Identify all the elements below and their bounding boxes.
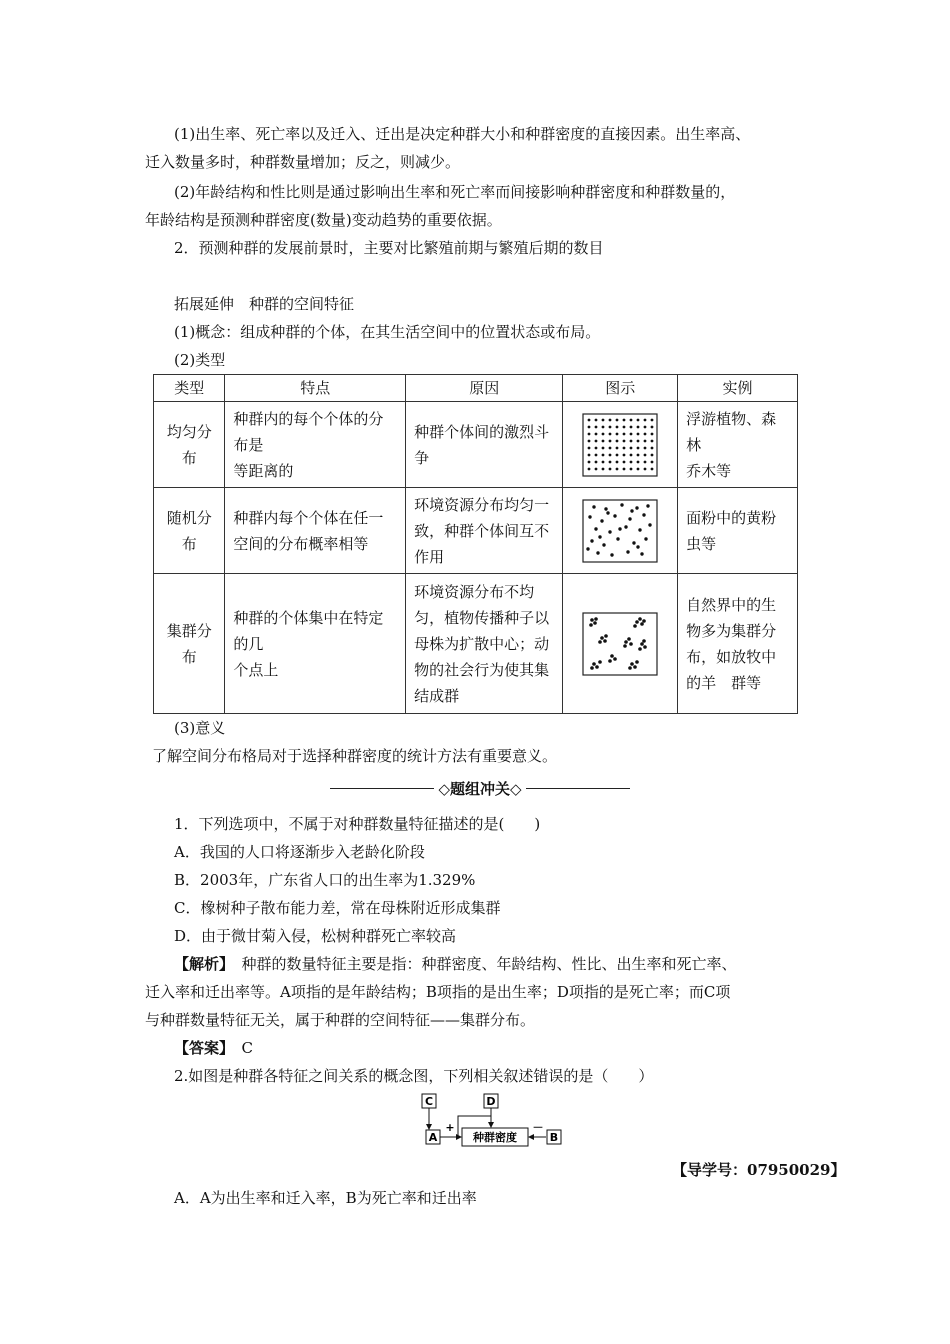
individual-dot [623, 425, 626, 428]
individual-dot [593, 505, 596, 508]
intro-paragraph-1-line-2: 迁入数量多时，种群数量增加；反之，则减少。 [145, 153, 461, 171]
individual-dot [587, 547, 590, 550]
cell-type: 随机分布 [154, 488, 225, 574]
intro-paragraph-3: 2．预测种群的发展前景时，主要对比繁殖前期与繁殖后期的数目 [174, 239, 604, 257]
cell-diagram [563, 488, 678, 574]
individual-dot [644, 439, 647, 442]
individual-dot [595, 425, 598, 428]
q1-option-b: B．2003年，广东省人口的出生率为1.329% [174, 871, 476, 889]
label-minus: － [532, 1121, 544, 1134]
individual-dot [643, 513, 646, 516]
individual-dot [637, 418, 640, 421]
cell-diagram [563, 574, 678, 714]
individual-dot [625, 525, 628, 528]
individual-dot [613, 657, 617, 661]
individual-dot [588, 460, 591, 463]
individual-dot [609, 439, 612, 442]
individual-dot [595, 665, 599, 669]
individual-dot [595, 432, 598, 435]
header-diagram: 图示 [563, 375, 678, 402]
table-row [154, 488, 798, 574]
individual-dot [623, 467, 626, 470]
individual-dot [595, 460, 598, 463]
header-cause: 原因 [406, 375, 563, 402]
individual-dot [644, 432, 647, 435]
individual-dot [633, 541, 636, 544]
cell-type: 均匀分布 [154, 402, 225, 488]
individual-dot [623, 460, 626, 463]
table-header-row [154, 375, 798, 402]
individual-dot [602, 439, 605, 442]
individual-dot [604, 634, 608, 638]
individual-dot [651, 453, 654, 456]
individual-dot [630, 453, 633, 456]
individual-dot [609, 418, 612, 421]
label-center: 种群密度 [473, 1131, 517, 1144]
individual-dot [603, 543, 606, 546]
q1-option-d: D．由于微甘菊入侵，松树种群死亡率较高 [174, 927, 457, 945]
label-a: A [428, 1131, 438, 1144]
individual-dot [647, 504, 650, 507]
individual-dot [609, 446, 612, 449]
individual-dot [589, 623, 593, 627]
cell-cause: 环境资源分布均匀一致，种群个体间互不作用 [406, 488, 563, 574]
individual-dot [595, 439, 598, 442]
individual-dot [608, 659, 612, 663]
individual-dot [617, 537, 620, 540]
individual-dot [642, 619, 646, 623]
label-c: C [424, 1095, 434, 1108]
individual-dot [635, 620, 639, 624]
individual-dot [637, 453, 640, 456]
individual-dot [588, 453, 591, 456]
individual-dot [644, 418, 647, 421]
individual-dot [593, 621, 597, 625]
individual-dot [605, 507, 608, 510]
individual-dot [609, 453, 612, 456]
q1-option-c: C．橡树种子散布能力差，常在母株附近形成集群 [174, 899, 501, 917]
individual-dot [644, 453, 647, 456]
individual-dot [594, 617, 598, 621]
cell-feature: 种群内每个个体在任一空间的分布概率相等 [225, 488, 406, 574]
individual-dot [651, 439, 654, 442]
extension-heading: 拓展延伸 种群的空间特征 [174, 295, 355, 313]
individual-dot [588, 446, 591, 449]
clumped-distribution-icon [582, 612, 658, 676]
cell-example: 自然界中的生物多为集群分布，如放牧中的羊 群等 [678, 574, 798, 714]
individual-dot [627, 637, 631, 641]
q1-analysis-line-2: 迁入率和迁出率等。A项指的是年龄结构；B项指的是出生率；D项指的是死亡率；而C项 [145, 983, 731, 1001]
q2-stem: 2.如图是种群各特征之间关系的概念图，下列相关叙述错误的是（ ） [174, 1067, 654, 1085]
cell-cause: 种群个体间的激烈斗争 [406, 402, 563, 488]
significance-text: 了解空间分布格局对于选择种群密度的统计方法有重要意义。 [152, 747, 558, 765]
individual-dot [637, 425, 640, 428]
uniform-distribution-icon [582, 413, 658, 477]
individual-dot [630, 418, 633, 421]
extension-concept: (1)概念：组成种群的个体，在其生活空间中的位置状态或布局。 [174, 323, 601, 341]
individual-dot [614, 514, 617, 517]
answer-label: 【答案】 [174, 1039, 227, 1057]
individual-dot [609, 530, 612, 533]
random-distribution-icon [582, 499, 658, 563]
individual-dot [637, 467, 640, 470]
individual-dot [630, 446, 633, 449]
individual-dot [640, 622, 644, 626]
label-d: D [486, 1095, 496, 1108]
individual-dot [602, 432, 605, 435]
individual-dot [609, 432, 612, 435]
individual-dot [595, 418, 598, 421]
individual-dot [602, 425, 605, 428]
individual-dot [609, 425, 612, 428]
individual-dot [651, 467, 654, 470]
intro-paragraph-2-line-2: 年龄结构是预测种群密度(数量)变动趋势的重要依据。 [145, 211, 502, 229]
individual-dot [602, 460, 605, 463]
individual-dot [643, 645, 647, 649]
individual-dot [636, 506, 639, 509]
q1-stem: 1．下列选项中，不属于对种群数量特征描述的是( ) [174, 815, 541, 833]
individual-dot [628, 666, 632, 670]
individual-dot [595, 467, 598, 470]
individual-dot [642, 639, 646, 643]
q2-option-a: A．A为出生率和迁入率，B为死亡率和迁出率 [174, 1189, 477, 1207]
individual-dot [616, 418, 619, 421]
header-feature: 特点 [225, 375, 406, 402]
individual-dot [623, 439, 626, 442]
section-banner-title: ◇题组冲关◇ [438, 779, 522, 798]
individual-dot [623, 644, 627, 648]
individual-dot [616, 446, 619, 449]
individual-dot [595, 527, 598, 530]
individual-dot [627, 550, 630, 553]
individual-dot [590, 666, 594, 670]
q1-analysis-line-3: 与种群数量特征无关，属于种群的空间特征——集群分布。 [145, 1011, 536, 1029]
individual-dot [630, 439, 633, 442]
extension-types-label: (2)类型 [174, 351, 226, 369]
individual-dot [602, 453, 605, 456]
q1-analysis-line-1: 【解析】 种群的数量特征主要是指：种群密度、年龄结构、性比、出生率和死亡率、 [174, 955, 737, 973]
individual-dot [609, 460, 612, 463]
individual-dot [630, 662, 634, 666]
individual-dot [630, 432, 633, 435]
individual-dot [631, 509, 634, 512]
individual-dot [591, 539, 594, 542]
individual-dot [588, 425, 591, 428]
individual-dot [651, 460, 654, 463]
individual-dot [623, 418, 626, 421]
individual-dot [644, 425, 647, 428]
cell-example: 面粉中的黄粉虫等 [678, 488, 798, 574]
table-row [154, 402, 798, 488]
guide-number: 【导学号：07950029】 [672, 1161, 846, 1179]
individual-dot [588, 432, 591, 435]
individual-dot [590, 618, 594, 622]
analysis-label: 【解析】 [174, 955, 227, 973]
individual-dot [649, 523, 652, 526]
distribution-table [153, 374, 798, 714]
answer-value: C [226, 1039, 253, 1057]
individual-dot [641, 552, 644, 555]
individual-dot [644, 460, 647, 463]
individual-dot [629, 642, 633, 646]
individual-dot [592, 662, 596, 666]
individual-dot [616, 460, 619, 463]
individual-dot [624, 640, 628, 644]
individual-dot [588, 439, 591, 442]
individual-dot [616, 432, 619, 435]
individual-dot [595, 453, 598, 456]
table-row [154, 574, 798, 714]
cell-diagram [563, 402, 678, 488]
individual-dot [638, 617, 642, 621]
header-type: 类型 [154, 375, 225, 402]
individual-dot [619, 527, 622, 530]
individual-dot [639, 528, 642, 531]
individual-dot [609, 467, 612, 470]
individual-dot [603, 639, 607, 643]
individual-dot [630, 425, 633, 428]
individual-dot [595, 446, 598, 449]
individual-dot [630, 467, 633, 470]
section-banner [330, 774, 630, 802]
individual-dot [588, 418, 591, 421]
individual-dot [623, 446, 626, 449]
individual-dot [637, 460, 640, 463]
individual-dot [602, 467, 605, 470]
individual-dot [629, 517, 632, 520]
individual-dot [616, 453, 619, 456]
individual-dot [611, 553, 614, 556]
individual-dot [602, 446, 605, 449]
individual-dot [623, 453, 626, 456]
cell-example: 浮游植物、森林 乔木等 [678, 402, 798, 488]
cell-feature: 种群内的每个个体的分布是 等距离的 [225, 402, 406, 488]
individual-dot [621, 503, 624, 506]
individual-dot [630, 460, 633, 463]
individual-dot [600, 636, 604, 640]
cell-feature: 种群的个体集中在特定的几 个点上 [225, 574, 406, 714]
label-plus: + [445, 1121, 455, 1134]
individual-dot [610, 654, 614, 658]
q1-answer [174, 1034, 253, 1062]
individual-dot [589, 515, 592, 518]
individual-dot [623, 432, 626, 435]
individual-dot [637, 439, 640, 442]
individual-dot [616, 467, 619, 470]
individual-dot [651, 418, 654, 421]
individual-dot [651, 446, 654, 449]
individual-dot [607, 511, 610, 514]
individual-dot [640, 642, 644, 646]
individual-dot [598, 640, 602, 644]
individual-dot [637, 545, 640, 548]
individual-dot [598, 660, 602, 664]
individual-dot [645, 537, 648, 540]
individual-dot [644, 467, 647, 470]
individual-dot [644, 446, 647, 449]
individual-dot [635, 660, 639, 664]
cell-cause: 环境资源分布不均匀，植物传播种子以母株为扩散中心；动物的社会行为使其集结成群 [406, 574, 563, 714]
individual-dot [651, 432, 654, 435]
cell-type: 集群分布 [154, 574, 225, 714]
individual-dot [638, 647, 642, 651]
individual-dot [601, 519, 604, 522]
individual-dot [616, 439, 619, 442]
individual-dot [599, 535, 602, 538]
individual-dot [597, 551, 600, 554]
individual-dot [651, 425, 654, 428]
individual-dot [602, 418, 605, 421]
individual-dot [588, 467, 591, 470]
individual-dot [633, 665, 637, 669]
individual-dot [637, 432, 640, 435]
q1-option-a: A．我国的人口将逐渐步入老龄化阶段 [174, 843, 425, 861]
intro-paragraph-1-line-1: (1)出生率、死亡率以及迁入、迁出是决定种群大小和种群密度的直接因素。出生率高、 [174, 125, 751, 143]
individual-dot [616, 425, 619, 428]
label-b: B [549, 1131, 559, 1144]
significance-label: (3)意义 [174, 719, 226, 737]
header-example: 实例 [678, 375, 798, 402]
individual-dot [637, 446, 640, 449]
concept-diagram [418, 1092, 568, 1148]
individual-dot [633, 624, 637, 628]
intro-paragraph-2-line-1: (2)年龄结构和性比则是通过影响出生率和死亡率而间接影响种群密度和种群数量的， [174, 183, 736, 201]
